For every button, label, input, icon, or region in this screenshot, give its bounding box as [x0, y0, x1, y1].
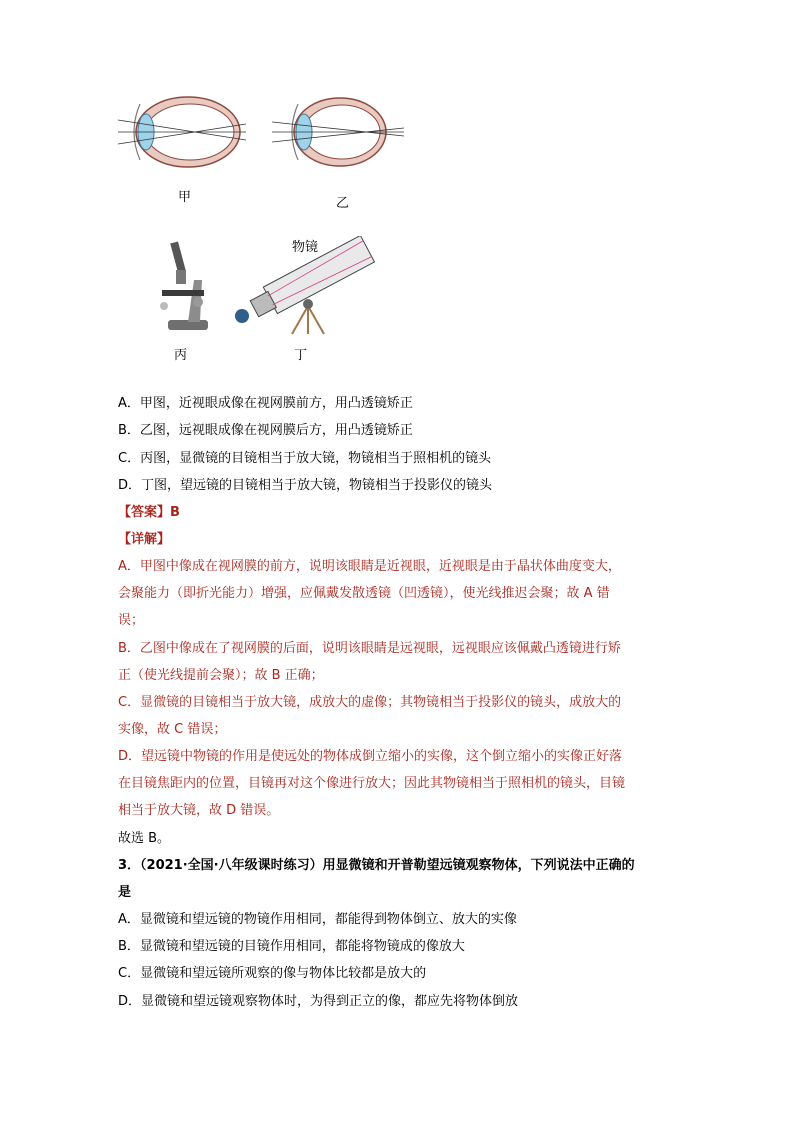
explanation-line: 实像，故 C 错误； — [118, 722, 227, 737]
conclusion: 故选 B。 — [118, 831, 171, 846]
explanation-line: 相当于放大镜，故 D 错误。 — [118, 803, 280, 818]
caption-jia: 甲 — [178, 190, 192, 205]
question3-stem: 3．（2021·全国·八年级课时练习）用显微镜和开普勒望远镜观察物体，下列说法中正确的 — [118, 858, 635, 873]
explanation-line: D．望远镜中物镜的作用是使远处的物体成倒立缩小的实像，这个倒立缩小的实像正好落 — [118, 749, 623, 764]
explanation-line: 在目镜焦距内的位置，目镜再对这个像进行放大；因此其物镜相当于照相机的镜头，目镜 — [118, 776, 626, 791]
eye-diagram-jia — [118, 92, 250, 172]
explanation-line: C．显微镜的目镜相当于放大镜，成放大的虚像；其物镜相当于投影仪的镜头，成放大的 — [118, 695, 622, 710]
option-d: D．丁图，望远镜的目镜相当于放大镜，物镜相当于投影仪的镜头 — [118, 478, 493, 493]
question3-stem-cont: 是 — [118, 885, 132, 900]
eye-diagram-yi — [272, 92, 407, 172]
option-b: B．乙图，远视眼成像在视网膜后方，用凸透镜矫正 — [118, 423, 413, 438]
explanation-line: 误； — [118, 613, 145, 628]
question3-option-c: C．显微镜和望远镜所观察的像与物体比较都是放大的 — [118, 966, 427, 981]
question3-option-a: A．显微镜和望远镜的物镜作用相同，都能得到物体倒立、放大的实像 — [118, 912, 517, 927]
caption-ding: 丁 — [294, 348, 308, 363]
caption-bing: 丙 — [174, 348, 188, 363]
option-c: C．丙图，显微镜的目镜相当于放大镜，物镜相当于照相机的镜头 — [118, 451, 492, 466]
explanation-line: 会聚能力（即折光能力）增强，应佩戴发散透镜（凹透镜），使光线推迟会聚；故 A 错 — [118, 586, 610, 601]
answer-label: 【答案】B — [118, 505, 180, 520]
explanation-line: A．甲图中像成在视网膜的前方，说明该眼睛是近视眼，近视眼是由于晶状体曲度变大， — [118, 559, 621, 574]
telescope-icon — [228, 236, 388, 336]
option-a: A．甲图，近视眼成像在视网膜前方，用凸透镜矫正 — [118, 396, 413, 411]
objective-label: 物镜 — [292, 240, 319, 255]
question3-option-b: B．显微镜和望远镜的目镜作用相同，都能将物镜成的像放大 — [118, 939, 465, 954]
explanation-line: B．乙图中像成在了视网膜的后面，说明该眼睛是远视眼，远视眼应该佩戴凸透镜进行矫 — [118, 641, 621, 656]
question3-option-d: D．显微镜和望远镜观察物体时，为得到正立的像，都应先将物体倒放 — [118, 994, 519, 1009]
caption-yi: 乙 — [336, 196, 350, 211]
explain-label: 【详解】 — [118, 532, 171, 547]
explanation-line: 正（使光线提前会聚）；故 B 正确； — [118, 668, 324, 683]
microscope-icon — [154, 240, 212, 332]
